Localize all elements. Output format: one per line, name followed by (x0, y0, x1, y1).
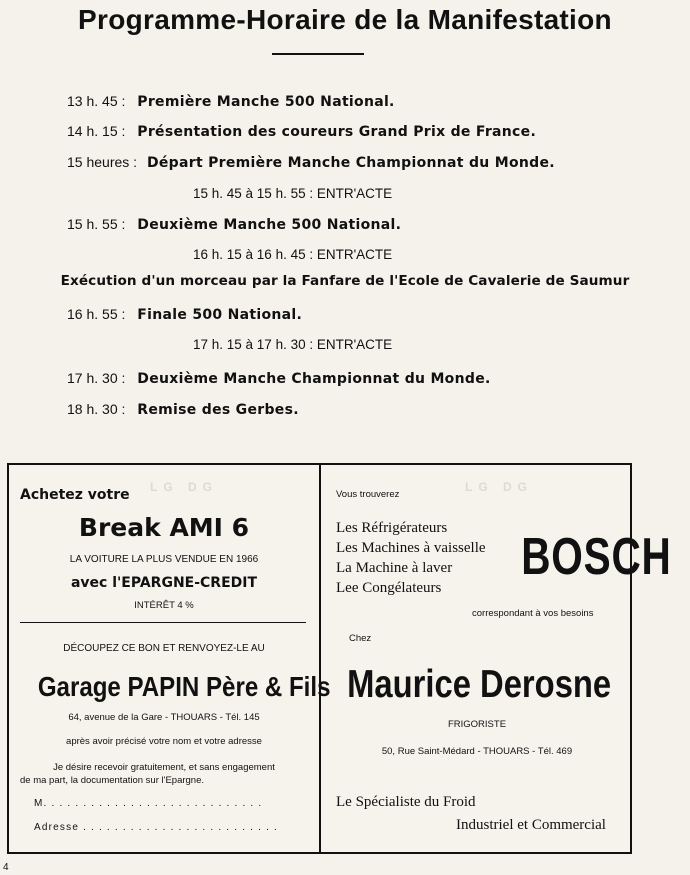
schedule-time: 17 h. 30 : (67, 370, 126, 386)
watermark-text: LG DG (150, 480, 218, 494)
schedule-entracte: 16 h. 15 à 16 h. 45 : ENTR'ACTE (193, 247, 393, 262)
product-item: Les Machines à vaisselle (336, 540, 486, 556)
ad-left-headline: Achetez votre (20, 487, 130, 503)
stamp-watermark (325, 480, 625, 520)
dealer-name-wrap (322, 663, 632, 707)
product-item: La Machine à laver (336, 560, 453, 576)
schedule-row (67, 93, 395, 110)
schedule-row (67, 401, 299, 418)
coupon-divider (20, 622, 306, 623)
page-number: 4 (3, 862, 9, 873)
brand-tagline: correspondant à vos besoins (472, 608, 594, 619)
specialist-line2: Industriel et Commercial (456, 817, 606, 833)
schedule-row (67, 306, 302, 323)
coupon-intro: DÉCOUPEZ CE BON ET RENVOYEZ-LE AU (63, 643, 265, 654)
schedule-row (67, 370, 491, 387)
watermark-text: LG DG (465, 480, 533, 494)
schedule-time: 13 h. 45 : (67, 93, 126, 109)
coupon-instruction: après avoir précisé votre nom et votre adresse (66, 736, 262, 747)
schedule-event: Départ Première Manche Championnat du Monde. (146, 155, 555, 171)
coupon-request-line2: de ma part, la documentation sur l'Epargne. (20, 775, 205, 786)
vertical-divider (319, 465, 321, 852)
garage-name-wrap (14, 671, 331, 703)
schedule-entracte: 17 h. 15 à 17 h. 30 : ENTR'ACTE (193, 337, 393, 352)
schedule-event: Remise des Gerbes. (137, 402, 299, 418)
dealer-name: Maurice Derosne (347, 663, 612, 706)
title-underline (272, 53, 364, 55)
schedule-time: 15 heures : (67, 154, 138, 170)
garage-name: Garage PAPIN Père & Fils (37, 671, 331, 702)
schedule-time: 14 h. 15 : (67, 123, 126, 139)
specialist-line1: Le Spécialiste du Froid (336, 794, 476, 810)
schedule-time: 18 h. 30 : (67, 401, 126, 417)
coupon-address-field[interactable]: Adresse . . . . . . . . . . . . . . . . . . . . . . . . . (34, 822, 279, 833)
schedule-event: Présentation des coureurs Grand Prix de France. (137, 124, 537, 140)
ad-left-product: Break AMI 6 (78, 513, 250, 542)
schedule-time: 16 h. 55 : (67, 306, 126, 322)
product-item: Les Réfrigérateurs (336, 520, 448, 536)
dealer-profession: FRIGORISTE (447, 719, 507, 730)
garage-address: 64, avenue de la Gare - THOUARS - Tél. 145 (68, 712, 260, 723)
bosch-logo: BOSCH (521, 528, 672, 586)
product-item: Lee Congélateurs (336, 580, 442, 596)
schedule-event: Finale 500 National. (137, 307, 303, 323)
page-title: Programme-Horaire de la Manifestation (78, 4, 612, 35)
coupon-name-field[interactable]: M. . . . . . . . . . . . . . . . . . . . . . . . . . . . (34, 798, 263, 809)
schedule-row (67, 123, 536, 140)
schedule-event: Deuxième Manche 500 National. (137, 217, 402, 233)
schedule-entracte: 15 h. 45 à 15 h. 55 : ENTR'ACTE (193, 186, 393, 201)
ad-left-interest: INTÉRÊT 4 % (134, 600, 194, 611)
schedule-event: Première Manche 500 National. (137, 94, 395, 110)
schedule-row (67, 216, 401, 233)
schedule-event: Deuxième Manche Championnat du Monde. (137, 371, 491, 387)
ad-left-offer: avec l'EPARGNE-CREDIT (70, 575, 258, 591)
ad-left-tagline: LA VOITURE LA PLUS VENDUE EN 1966 (69, 554, 259, 565)
chez-label: Chez (349, 633, 372, 644)
coupon-request-line1: Je désire recevoir gratuitement, et sans engagement (53, 762, 275, 773)
schedule-time: 15 h. 55 : (67, 216, 126, 232)
dealer-address: 50, Rue Saint-Médard - THOUARS - Tél. 469 (381, 746, 573, 757)
ad-right-intro: Vous trouverez (336, 489, 400, 500)
bosch-logo-wrap (500, 527, 672, 587)
schedule-fanfare: Exécution d'un morceau par la Fanfare de l'Ecole de Cavalerie de Saumur (60, 273, 630, 289)
schedule-row (67, 154, 555, 171)
